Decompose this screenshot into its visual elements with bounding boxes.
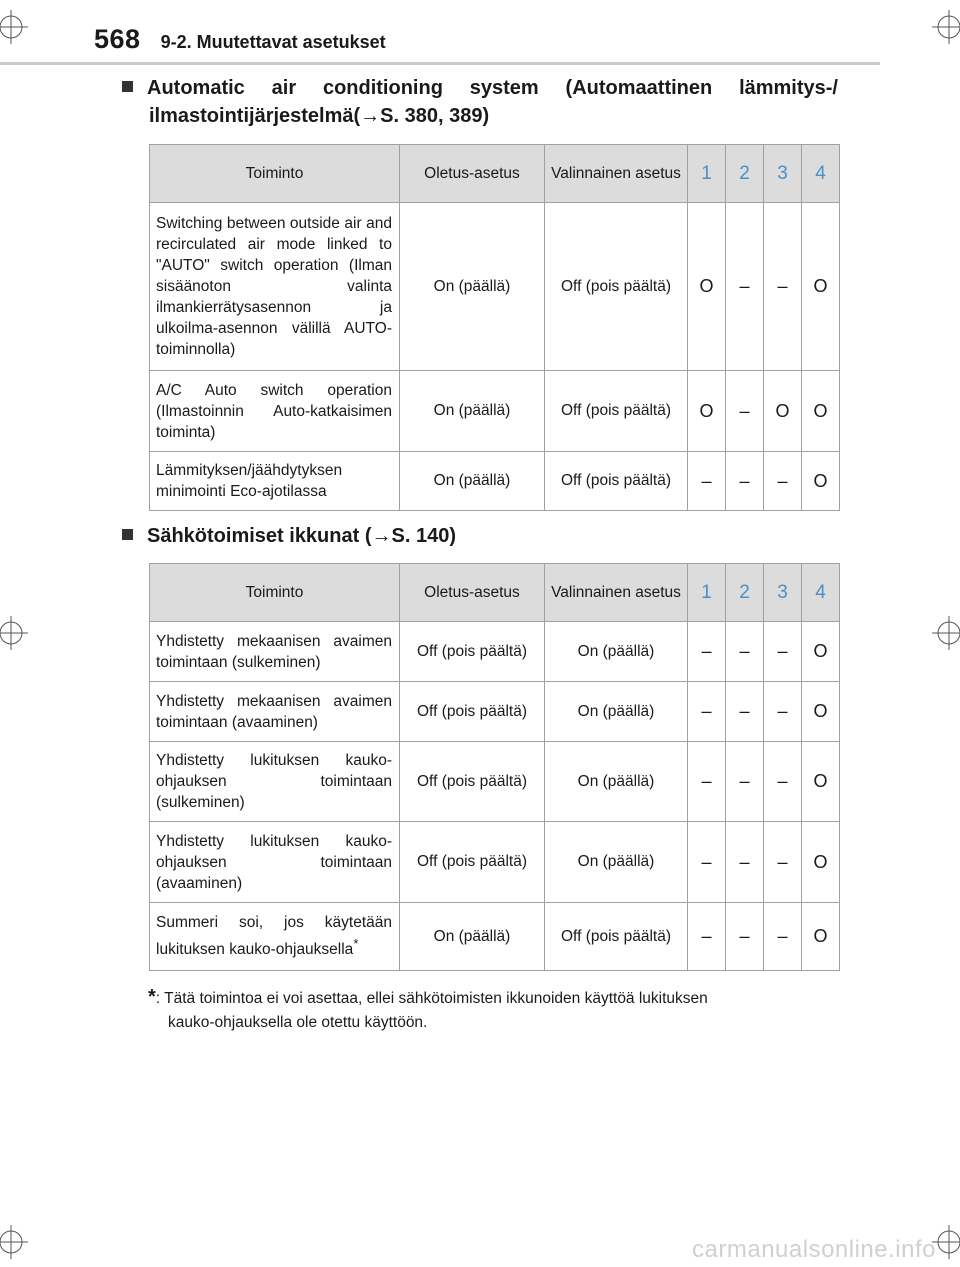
row-default: Off (pois päältä) xyxy=(400,682,545,742)
row-description: Yhdistetty lukituksen kauko-ohjauksen toimintaan (sulkeminen) xyxy=(150,742,400,822)
row-optional: Off (pois päältä) xyxy=(545,371,688,452)
table-header-row xyxy=(150,564,840,622)
row-mark-2: – xyxy=(726,822,764,903)
chapter-title: 9-2. Muutettavat asetukset xyxy=(160,32,386,52)
row-mark-4: O xyxy=(802,903,840,971)
crop-mark-top-right xyxy=(932,10,960,44)
settings-table-air-conditioning xyxy=(149,144,840,511)
column-number-3: 3 xyxy=(764,564,802,622)
column-number-2: 2 xyxy=(726,564,764,622)
row-mark-4: O xyxy=(802,682,840,742)
row-mark-2: – xyxy=(726,742,764,822)
row-mark-4: O xyxy=(802,742,840,822)
row-mark-3: – xyxy=(764,203,802,371)
page-number: 568 xyxy=(94,24,141,54)
row-mark-3: – xyxy=(764,742,802,822)
row-mark-1: – xyxy=(688,742,726,822)
crop-mark-mid-left xyxy=(0,616,28,650)
footnote-star: * xyxy=(148,986,156,1008)
square-bullet-icon xyxy=(122,529,133,540)
column-header-default: Oletus-asetus xyxy=(400,145,545,203)
row-description: Yhdistetty mekaanisen avaimen toimintaan (sulkeminen) xyxy=(150,622,400,682)
column-number-4: 4 xyxy=(802,145,840,203)
table-row xyxy=(150,903,840,971)
row-description: Yhdistetty lukituksen kauko-ohjauksen toimintaan (avaaminen) xyxy=(150,822,400,903)
column-header-default: Oletus-asetus xyxy=(400,564,545,622)
watermark: carmanualsonline.info xyxy=(692,1236,936,1263)
column-header-function: Toiminto xyxy=(150,145,400,203)
column-number-1: 1 xyxy=(688,145,726,203)
column-number-2: 2 xyxy=(726,145,764,203)
row-optional: On (päällä) xyxy=(545,682,688,742)
row-default: On (päällä) xyxy=(400,203,545,371)
column-number-4: 4 xyxy=(802,564,840,622)
crop-mark-top-left xyxy=(0,10,28,44)
table-row xyxy=(150,203,840,371)
page-header xyxy=(94,24,386,55)
row-mark-1: – xyxy=(688,822,726,903)
row-default: On (päällä) xyxy=(400,371,545,452)
header-rule xyxy=(0,62,880,65)
crop-mark-bottom-left xyxy=(0,1225,28,1259)
column-number-1: 1 xyxy=(688,564,726,622)
footnote-line1: : Tätä toimintoa ei voi asettaa, ellei sähkötoimisten ikkunoiden käyttöä lukituksen xyxy=(155,990,708,1007)
table-row xyxy=(150,682,840,742)
row-mark-1: O xyxy=(688,371,726,452)
column-header-function: Toiminto xyxy=(150,564,400,622)
footnote-line2: kauko-ohjauksella ole otettu käyttöön. xyxy=(168,1014,428,1031)
row-default: Off (pois päältä) xyxy=(400,742,545,822)
table-row xyxy=(150,452,840,511)
settings-table-power-windows xyxy=(149,563,840,971)
table-row xyxy=(150,822,840,903)
row-description: A/C Auto switch operation (Ilmastoinnin Auto-katkaisimen toiminta) xyxy=(150,371,400,452)
table-row xyxy=(150,622,840,682)
section-title-line1: Automatic air conditioning system (Automaattinen lämmitys-/ xyxy=(147,77,838,99)
row-mark-1: – xyxy=(688,622,726,682)
row-mark-3: – xyxy=(764,452,802,511)
row-optional: On (päällä) xyxy=(545,622,688,682)
crop-mark-bottom-right xyxy=(932,1225,960,1259)
row-mark-2: – xyxy=(726,682,764,742)
row-mark-3: – xyxy=(764,622,802,682)
row-mark-4: O xyxy=(802,203,840,371)
row-mark-3: – xyxy=(764,903,802,971)
footnote xyxy=(148,985,833,1035)
row-mark-3: O xyxy=(764,371,802,452)
row-default: Off (pois päältä) xyxy=(400,822,545,903)
crop-mark-mid-right xyxy=(932,616,960,650)
section-title-line2: ilmastointijärjestelmä(→S. 380, 389) xyxy=(149,105,490,127)
row-description: Yhdistetty mekaanisen avaimen toimintaan (avaaminen) xyxy=(150,682,400,742)
row-description: Switching between outside air and recirculated air mode linked to "AUTO" switch operation (Ilman sisäänoton valinta ilmankierrätysasennon ja ulkoilma-asennon välillä AUTO-toiminnolla) xyxy=(150,203,400,371)
row-mark-4: O xyxy=(802,622,840,682)
column-header-optional: Valinnainen asetus xyxy=(545,145,688,203)
row-optional: Off (pois päältä) xyxy=(545,452,688,511)
row-default: On (päällä) xyxy=(400,903,545,971)
row-description: Lämmityksen/jäähdytyksen minimointi Eco-ajotilassa xyxy=(150,452,400,511)
row-mark-2: – xyxy=(726,622,764,682)
row-mark-2: – xyxy=(726,903,764,971)
section-title-power-windows xyxy=(122,522,456,550)
row-mark-1: – xyxy=(688,903,726,971)
table-header-row xyxy=(150,145,840,203)
row-mark-1: O xyxy=(688,203,726,371)
footnote-marker: * xyxy=(353,936,359,952)
row-mark-4: O xyxy=(802,452,840,511)
section-title-text: Sähkötoimiset ikkunat (→S. 140) xyxy=(147,525,456,547)
table-row xyxy=(150,371,840,452)
row-mark-3: – xyxy=(764,682,802,742)
row-mark-4: O xyxy=(802,822,840,903)
row-mark-4: O xyxy=(802,371,840,452)
row-mark-2: – xyxy=(726,203,764,371)
row-default: On (päällä) xyxy=(400,452,545,511)
row-description: Summeri soi, jos käytetään lukituksen kauko-ohjauksella* xyxy=(150,903,400,971)
row-mark-3: – xyxy=(764,822,802,903)
row-mark-2: – xyxy=(726,452,764,511)
square-bullet-icon xyxy=(122,81,133,92)
row-optional: Off (pois päältä) xyxy=(545,203,688,371)
table-row xyxy=(150,742,840,822)
row-mark-1: – xyxy=(688,452,726,511)
row-mark-1: – xyxy=(688,682,726,742)
row-mark-2: – xyxy=(726,371,764,452)
row-optional: On (päällä) xyxy=(545,822,688,903)
row-optional: On (päällä) xyxy=(545,742,688,822)
column-number-3: 3 xyxy=(764,145,802,203)
row-default: Off (pois päältä) xyxy=(400,622,545,682)
row-optional: Off (pois päältä) xyxy=(545,903,688,971)
column-header-optional: Valinnainen asetus xyxy=(545,564,688,622)
section-title-air-conditioning xyxy=(122,74,838,130)
